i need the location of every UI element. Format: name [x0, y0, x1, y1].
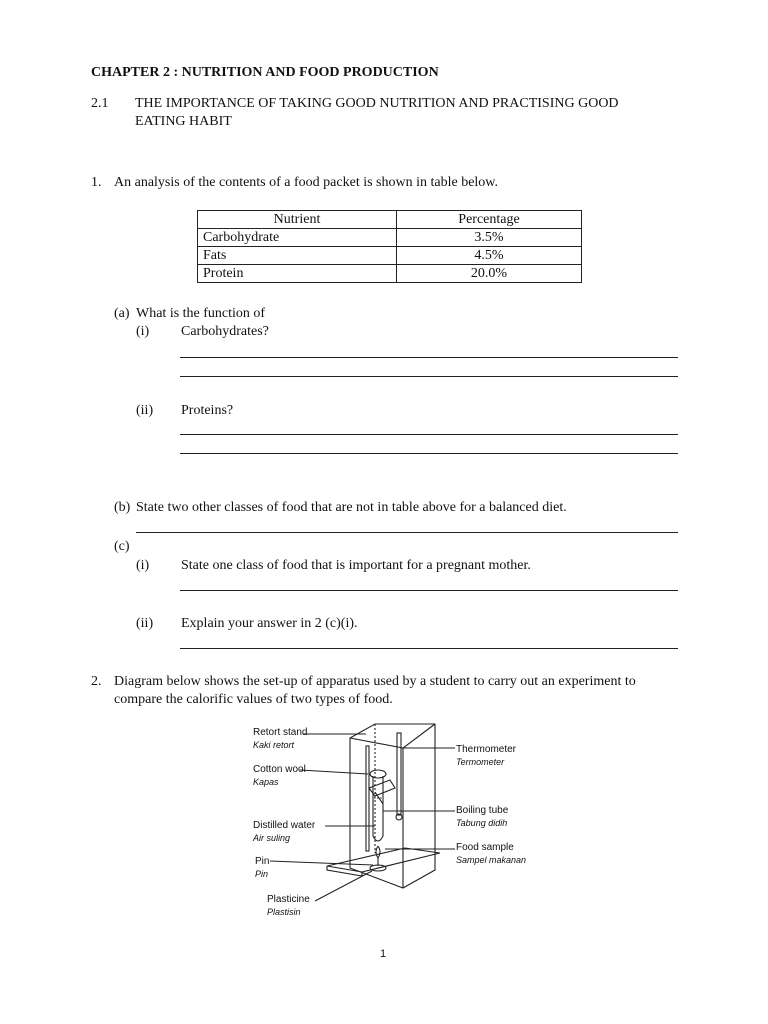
label-boiling-tube: Boiling tube Tabung didih [456, 805, 509, 828]
label-plasticine: Plasticine Plastisin [267, 894, 310, 917]
section-title-line1: THE IMPORTANCE OF TAKING GOOD NUTRITION AND PRACTISING GOOD [135, 96, 619, 111]
table-row [198, 265, 582, 283]
q1b-label: (b) [114, 500, 131, 515]
q1a-ii-label: (ii) [136, 403, 154, 418]
label-food-sample: Food sample Sampel makanan [456, 842, 527, 865]
q1-stem: An analysis of the contents of a food packet is shown in table below. [114, 175, 499, 190]
table-header-row [198, 211, 582, 229]
q1b-text: State two other classes of food that are not in table above for a balanced diet. [136, 500, 567, 515]
table-cell: 20.0% [397, 265, 582, 283]
retort-stand-base [327, 848, 440, 872]
table-header-nutrient: Nutrient [198, 211, 397, 229]
cotton-wool [370, 770, 386, 778]
retort-stand-rod [366, 746, 369, 851]
food-sample [376, 846, 380, 858]
q1c-ii-label: (ii) [136, 616, 154, 631]
label-distilled-water: Distilled water Air suling [253, 820, 316, 843]
answer-line[interactable] [180, 590, 678, 591]
q1c-ii-text: Explain your answer in 2 (c)(i). [181, 616, 358, 631]
q1c-i-label: (i) [136, 558, 150, 573]
thermometer [397, 733, 401, 815]
q1a-text: What is the function of [136, 306, 266, 321]
chapter-title: CHAPTER 2 : NUTRITION AND FOOD PRODUCTION [91, 65, 439, 80]
q1c-label: (c) [114, 539, 130, 554]
answer-line[interactable] [180, 376, 678, 377]
table-cell: 3.5% [397, 229, 582, 247]
table-cell: 4.5% [397, 247, 582, 265]
table-row [198, 229, 582, 247]
answer-line[interactable] [180, 357, 678, 358]
answer-line[interactable] [180, 434, 678, 435]
q2-stem-line1: Diagram below shows the set-up of apparatus used by a student to carry out an experiment to [114, 674, 636, 689]
label-retort-stand: Retort stand Kaki retort [253, 727, 308, 750]
section-title-line2: EATING HABIT [135, 114, 232, 129]
table-row [198, 247, 582, 265]
q2-number: 2. [91, 674, 102, 689]
nutrient-table [197, 210, 582, 283]
label-pin: Pin Pin [255, 856, 270, 879]
answer-line[interactable] [180, 648, 678, 649]
section-number: 2.1 [91, 96, 109, 111]
draught-shield [350, 724, 435, 888]
q2-stem-line2: compare the calorific values of two types of food. [114, 692, 393, 707]
table-header-percentage: Percentage [397, 211, 582, 229]
label-thermometer: Thermometer Termometer [456, 744, 517, 767]
table-cell: Carbohydrate [198, 229, 397, 247]
q1a-label: (a) [114, 306, 130, 321]
label-cotton-wool: Cotton wool Kapas [253, 764, 306, 787]
q1a-i-label: (i) [136, 324, 150, 339]
q1c-i-text: State one class of food that is important for a pregnant mother. [181, 558, 531, 573]
q1a-i-text: Carbohydrates? [181, 324, 269, 339]
page-number: 1 [380, 948, 387, 960]
table-cell: Fats [198, 247, 397, 265]
q1a-ii-text: Proteins? [181, 403, 234, 418]
answer-line[interactable] [180, 453, 678, 454]
table-cell: Protein [198, 265, 397, 283]
q1-number: 1. [91, 175, 102, 190]
answer-line[interactable] [136, 532, 678, 533]
